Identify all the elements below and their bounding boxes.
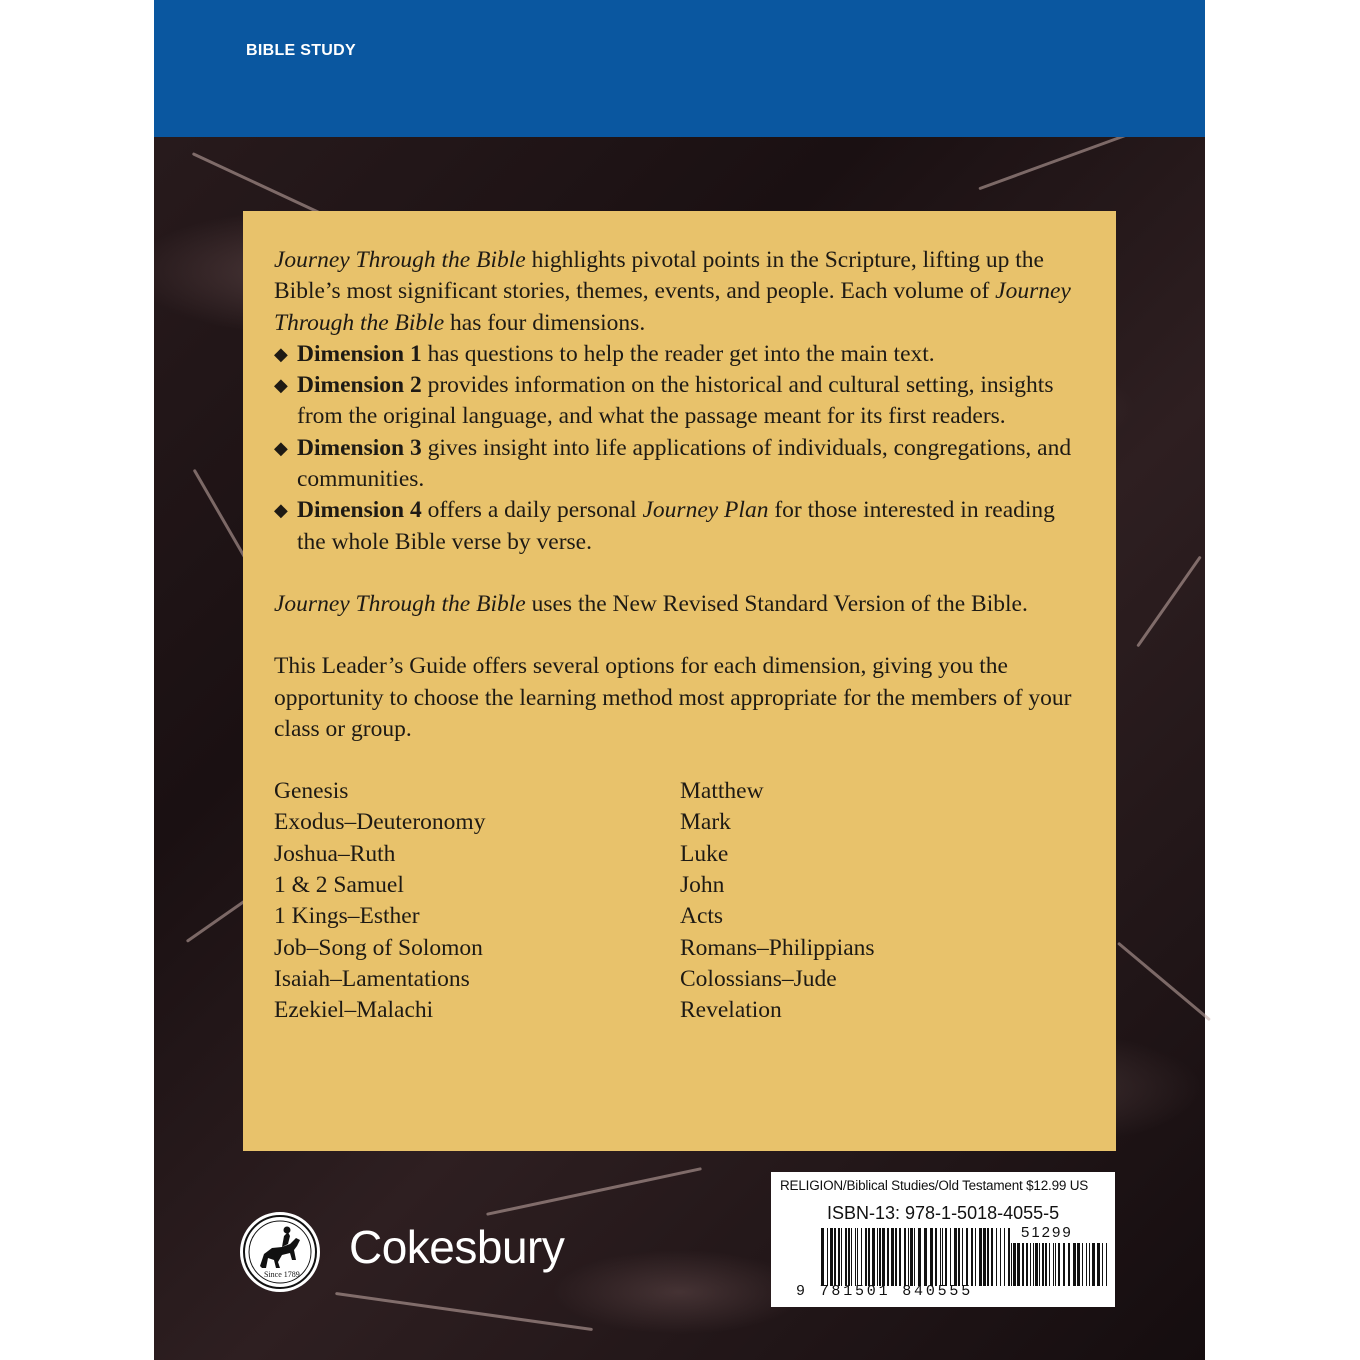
barcode-bar: [851, 1228, 852, 1286]
barcode-bar: [908, 1228, 909, 1286]
barcode-bar: [942, 1228, 943, 1286]
price-barcode: [1011, 1243, 1107, 1286]
barcode-bar: [1026, 1243, 1028, 1286]
diamond-bullet-icon: ◆: [274, 500, 288, 521]
barcode-bar: [1077, 1243, 1080, 1286]
barcode-bar: [958, 1228, 960, 1286]
list-item: [274, 370, 1086, 433]
barcode-bar: [857, 1228, 858, 1286]
barcode-bar: [918, 1228, 921, 1286]
marble-vein: [1117, 942, 1211, 1021]
book-list-item: Exodus–Deuteronomy: [274, 809, 486, 836]
marble-vein: [486, 1167, 702, 1216]
barcode-bar: [962, 1228, 963, 1286]
barcode-bar: [877, 1228, 878, 1286]
barcode-bar: [1073, 1243, 1076, 1286]
barcode-bar: [895, 1228, 897, 1286]
description-panel: [243, 211, 1116, 1151]
price-code: 51299: [1021, 1224, 1073, 1241]
barcode-bar: [1033, 1243, 1034, 1286]
header-band: [154, 0, 1205, 137]
book-list-item: Luke: [680, 840, 729, 867]
diamond-bullet-icon: ◆: [274, 343, 288, 364]
book-list-item: Job–Song of Solomon: [274, 934, 483, 961]
journey-plan-title: Journey Plan: [642, 497, 769, 524]
isbn-text: ISBN-13: 978-1-5018-4055-5: [827, 1203, 1060, 1223]
barcode-bar: [882, 1228, 885, 1286]
barcode-bar: [887, 1228, 889, 1286]
book-list-item: Romans–Philippians: [680, 934, 875, 961]
marble-vein: [335, 1292, 593, 1331]
barcode-bar: [935, 1228, 937, 1286]
book-title: Journey Through the Bible: [274, 590, 526, 617]
barcode-bar: [930, 1228, 933, 1286]
barcode-bar: [1022, 1243, 1024, 1286]
barcode-bar: [910, 1228, 913, 1286]
dimension-label: Dimension 1: [297, 340, 422, 367]
marble-vein: [1136, 556, 1202, 648]
barcode-bar: [1089, 1243, 1090, 1286]
barcode-bar: [821, 1228, 824, 1286]
barcode-bar: [1082, 1243, 1083, 1286]
marble-vein: [978, 133, 1129, 191]
barcode-bar: [834, 1228, 836, 1286]
barcode-bar: [838, 1228, 840, 1286]
intro-text: has four dimensions.: [444, 309, 646, 336]
intro-paragraph: [274, 245, 1086, 339]
barcode-box: [771, 1172, 1115, 1307]
barcode-bar: [904, 1228, 906, 1286]
book-list-item: 1 Kings–Esther: [274, 903, 420, 930]
barcode-bar: [891, 1228, 894, 1286]
barcode-bar: [1039, 1243, 1040, 1286]
barcode-bar: [899, 1228, 901, 1286]
barcode-bar: [841, 1228, 842, 1286]
barcode-bar: [1092, 1243, 1095, 1286]
barcode-bar: [1017, 1243, 1020, 1286]
logo-text: Since 1789: [264, 1270, 300, 1279]
barcode-bar: [879, 1228, 881, 1286]
book-title: Journey Through the Bible: [274, 247, 526, 273]
barcode-bar: [966, 1228, 968, 1286]
barcode-bar: [865, 1228, 867, 1286]
barcode-bar: [979, 1228, 982, 1286]
barcode-bar: [1055, 1243, 1056, 1286]
barcode-digits: 9 781501 840555: [796, 1283, 974, 1300]
barcode-bar: [987, 1228, 989, 1286]
barcode-bar: [1045, 1243, 1047, 1286]
dimension-label: Dimension 3: [297, 434, 422, 461]
barcode-bar: [940, 1228, 941, 1286]
barcode-bar: [1000, 1228, 1001, 1286]
version-text: uses the New Revised Standard Version of the Bible.: [525, 590, 1028, 617]
barcode-bar: [830, 1228, 833, 1286]
horse-rider-seal-icon: [240, 1212, 320, 1292]
barcode-bar: [991, 1228, 993, 1286]
book-list-item: Isaiah–Lamentations: [274, 965, 470, 992]
barcode-bar: [1058, 1243, 1060, 1286]
barcode-bar: [996, 1228, 997, 1286]
barcode-bar: [1042, 1243, 1044, 1286]
barcode-bar: [1013, 1243, 1016, 1286]
barcode-bar: [1035, 1243, 1038, 1286]
book-list-item: John: [680, 872, 725, 899]
barcode-bar: [1063, 1243, 1065, 1286]
barcode-bar: [1102, 1243, 1103, 1286]
barcode-bar: [1011, 1243, 1012, 1286]
barcode-bar: [1004, 1228, 1005, 1286]
book-list-item: Ezekiel–Malachi: [274, 997, 434, 1024]
barcode-bar: [945, 1228, 947, 1286]
barcode-bar: [954, 1228, 957, 1286]
version-paragraph: [274, 589, 1086, 620]
barcode-bar: [1097, 1243, 1100, 1286]
list-item: [274, 339, 1086, 370]
barcode-bar: [1086, 1243, 1087, 1286]
leader-guide-paragraph: This Leader’s Guide offers several options for each dimension, giving you the opportunity to choose the learning method most appropriate for the members of your class or group.: [274, 653, 1072, 742]
dimension-text: offers a daily personal: [421, 497, 643, 524]
barcode-bar: [868, 1228, 870, 1286]
book-list-item: Mark: [680, 809, 731, 836]
old-testament-list: [274, 776, 680, 1026]
barcode-bar: [861, 1228, 862, 1286]
diamond-bullet-icon: ◆: [274, 437, 288, 458]
publisher-name: Cokesbury: [349, 1221, 565, 1273]
barcode-bar: [950, 1228, 951, 1286]
book-list-item: Revelation: [680, 997, 782, 1024]
book-title: Journey Through the Bible: [274, 278, 1071, 336]
barcode-bar: [983, 1228, 986, 1286]
barcode-bar: [1106, 1243, 1107, 1286]
dimension-text: provides information on the historical and cultural setting, insights from the original language, and what the passage meant for its first readers.: [297, 372, 1054, 430]
book-list-item: 1 & 2 Samuel: [274, 872, 404, 899]
list-item: [274, 495, 1086, 558]
barcode-bar: [1049, 1243, 1050, 1286]
new-testament-list: [680, 776, 1086, 1026]
barcode-bar: [1008, 1228, 1010, 1286]
book-list-item: Colossians–Jude: [680, 965, 837, 992]
book-list-item: Joshua–Ruth: [274, 840, 396, 867]
dimension-list: [274, 339, 1086, 558]
series-label: BIBLE STUDY: [246, 42, 356, 59]
barcode-bar: [971, 1228, 973, 1286]
dimension-label: Dimension 2: [297, 372, 422, 399]
book-back-cover: [154, 0, 1205, 1360]
barcode-bar: [975, 1228, 976, 1286]
dimension-text: has questions to help the reader get into the main text.: [421, 340, 935, 367]
dimension-text: for those interested in reading the whole Bible verse by verse.: [297, 497, 1055, 555]
intro-text: highlights pivotal points in the Scripture, lifting up the Bible’s most significant stories, themes, events, and people. Each volume of: [274, 247, 1044, 305]
barcode-bar: [848, 1228, 850, 1286]
diamond-bullet-icon: ◆: [274, 375, 288, 396]
dimension-text: gives insight into life applications of individuals, congregations, and communities.: [297, 434, 1072, 493]
barcode-bar: [924, 1228, 927, 1286]
book-list-item: Genesis: [274, 778, 349, 805]
list-item: [274, 433, 1086, 496]
subject-price: RELIGION/Biblical Studies/Old Testament $12.99 US: [780, 1178, 1089, 1193]
dimension-label: Dimension 4: [297, 497, 422, 524]
barcode-bar: [827, 1228, 828, 1286]
barcode-bar: [1053, 1243, 1054, 1286]
barcode-bar: [914, 1228, 915, 1286]
barcode-bar: [872, 1228, 875, 1286]
barcode-bar: [1068, 1243, 1070, 1286]
book-list: [274, 776, 1086, 1026]
barcode-bar: [845, 1228, 847, 1286]
book-list-item: Acts: [680, 903, 724, 930]
barcode-bar: [855, 1228, 856, 1286]
book-list-item: Matthew: [680, 778, 764, 805]
barcode-bar: [1030, 1243, 1031, 1286]
